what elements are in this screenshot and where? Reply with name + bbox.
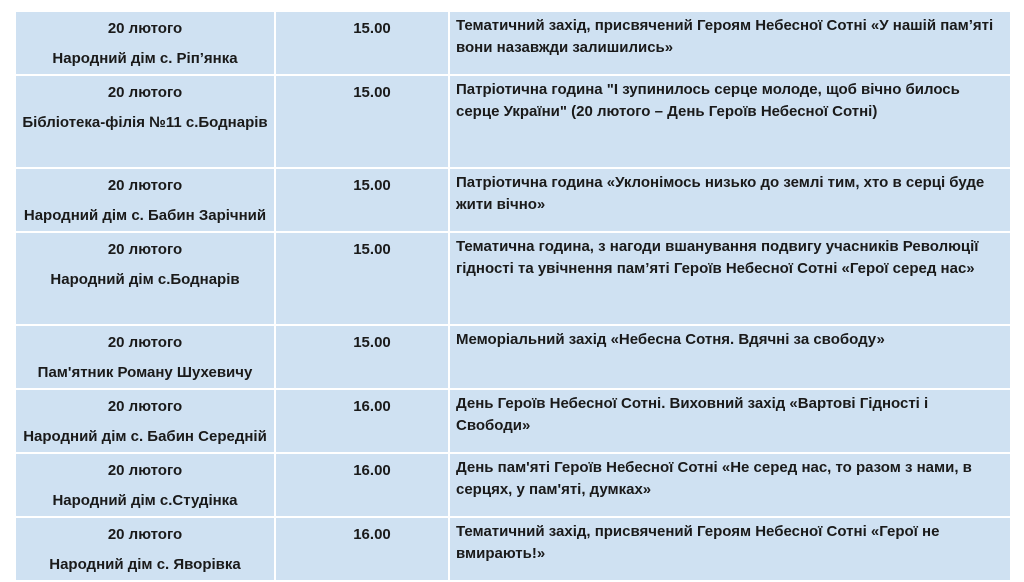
event-time: 16.00 <box>275 453 449 517</box>
event-date: 20 лютого <box>107 20 183 37</box>
event-time: 15.00 <box>275 325 449 389</box>
date-place-cell <box>15 232 275 325</box>
date-place-cell <box>15 389 275 453</box>
table-row <box>15 232 1011 325</box>
event-description: Патріотична година «Уклонімось низько до землі тим, хто в серці буде жити вічно» <box>449 168 1011 232</box>
date-place-cell <box>15 11 275 75</box>
date-place-cell <box>15 168 275 232</box>
date-place-cell <box>15 75 275 168</box>
event-time: 15.00 <box>275 232 449 325</box>
table-row <box>15 325 1011 389</box>
table-row <box>15 517 1011 581</box>
event-place: Народний дім с. Бабин Зарічний <box>23 207 267 224</box>
event-place: Народний дім с. Ріп’янка <box>52 50 238 67</box>
table-row <box>15 11 1011 75</box>
event-description: Тематична година, з нагоди вшанування подвигу учасників Революції гідності та увічнення пам’яті Героїв Небесної Сотні «Герої серед нас» <box>449 232 1011 325</box>
event-description: Патріотична година "І зупинилось серце молоде, щоб вічно билось серце України" (20 лютого – День Героїв Небесної Сотні) <box>449 75 1011 168</box>
event-description: День Героїв Небесної Сотні. Виховний захід «Вартові Гідності і Свободи» <box>449 389 1011 453</box>
event-description: Тематичний захід, присвячений Героям Небесної Сотні «У нашій пам’яті вони назавжди залишились» <box>449 11 1011 75</box>
events-schedule-table <box>14 10 1012 582</box>
date-place-cell <box>15 517 275 581</box>
event-description: Тематичний захід, присвячений Героям Небесної Сотні «Герої не вмирають!» <box>449 517 1011 581</box>
table-row <box>15 389 1011 453</box>
event-time: 15.00 <box>275 11 449 75</box>
event-date: 20 лютого <box>107 241 183 258</box>
event-time: 15.00 <box>275 168 449 232</box>
table-row <box>15 168 1011 232</box>
event-description: Меморіальний захід «Небесна Сотня. Вдячні за свободу» <box>449 325 1011 389</box>
event-time: 16.00 <box>275 517 449 581</box>
event-place: Народний дім с. Бабин Середній <box>23 428 267 445</box>
event-date: 20 лютого <box>107 177 183 194</box>
event-date: 20 лютого <box>107 526 183 543</box>
event-date: 20 лютого <box>107 462 183 479</box>
event-place: Народний дім с.Боднарів <box>50 271 240 288</box>
event-time: 16.00 <box>275 389 449 453</box>
event-place: Бібліотека-філія №11 с.Боднарів <box>22 114 268 131</box>
event-time: 15.00 <box>275 75 449 168</box>
event-date: 20 лютого <box>107 84 183 101</box>
date-place-cell <box>15 453 275 517</box>
table-row <box>15 75 1011 168</box>
event-date: 20 лютого <box>107 398 183 415</box>
event-place: Народний дім с.Студінка <box>52 492 238 509</box>
event-description: День пам'яті Героїв Небесної Сотні «Не серед нас, то разом з нами, в серцях, у пам'яті, думках» <box>449 453 1011 517</box>
event-date: 20 лютого <box>107 334 183 351</box>
date-place-cell <box>15 325 275 389</box>
table-row <box>15 453 1011 517</box>
event-place: Народний дім с. Яворівка <box>49 556 241 573</box>
event-place: Пам'ятник Роману Шухевичу <box>37 364 253 381</box>
